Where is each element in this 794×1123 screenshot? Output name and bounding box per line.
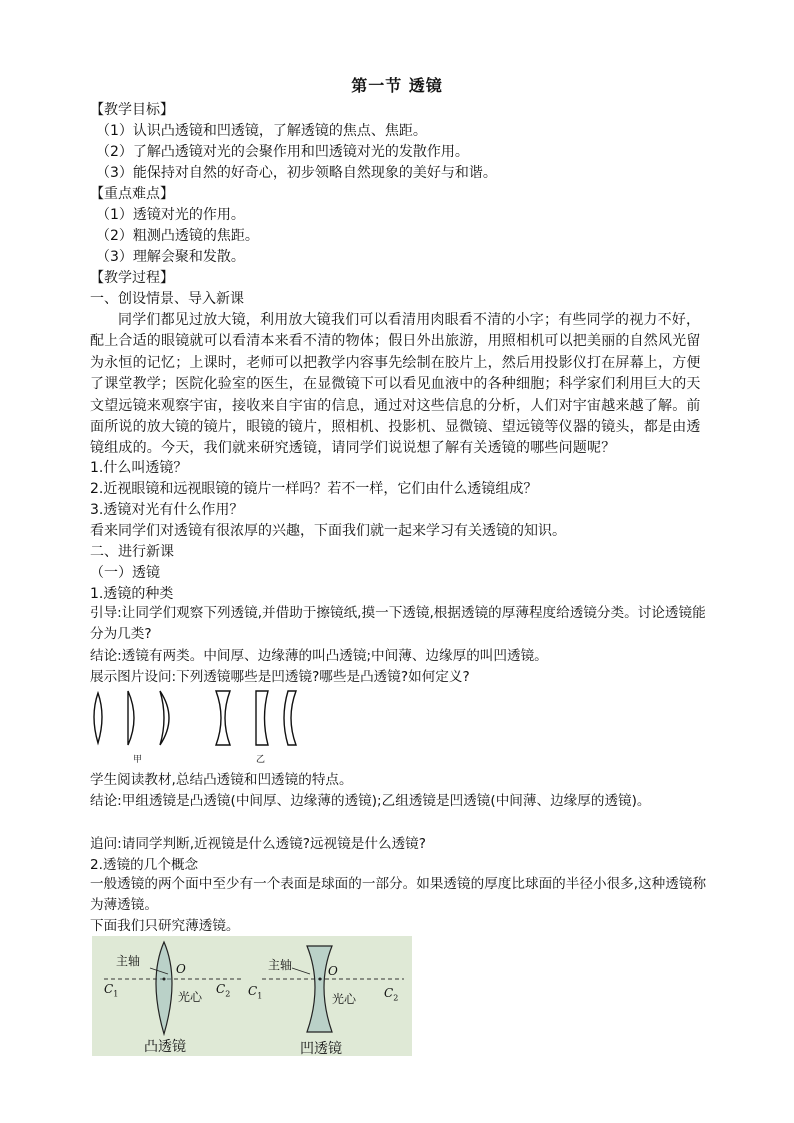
question-2: 2.近视眼镜和远视眼镜的镜片一样吗？若不一样，它们由什么透镜组成？ xyxy=(90,481,538,497)
o-label-concave: O xyxy=(328,964,338,978)
question-3: 3.透镜对光有什么作用？ xyxy=(90,502,244,518)
goal-2: （2）了解凸透镜对光的会聚作用和凹透镜对光的发散作用。 xyxy=(96,144,469,160)
page-title: 第一节 透镜 xyxy=(351,76,443,95)
convex-optical-center xyxy=(163,978,166,981)
conclusion-1: 结论:透镜有两类。中间厚、边缘薄的叫凸透镜;中间薄、边缘厚的叫凹透镜。 xyxy=(90,648,548,664)
c1-label-concave: $C_1$ xyxy=(248,984,263,1001)
axis-label-concave: 主轴 xyxy=(268,958,293,972)
meniscus-convex-lens xyxy=(160,691,169,745)
label-group-a: 甲 xyxy=(133,755,143,764)
biconvex-lens xyxy=(94,693,102,743)
lens-shapes-figure xyxy=(88,688,308,764)
c2-label-concave: $C_2$ xyxy=(384,986,399,1003)
transition-paragraph: 看来同学们对透镜有很浓厚的兴趣，下面我们就一起来学习有关透镜的知识。 xyxy=(90,523,566,539)
concave-lens-caption: 凹透镜 xyxy=(300,1041,342,1057)
figure-question: 展示图片设问:下列透镜哪些是凹透镜?哪些是凸透镜?如何定义? xyxy=(90,669,470,685)
student-reading: 学生阅读教材,总结凸透镜和凹透镜的特点。 xyxy=(90,772,353,788)
concave-optical-center xyxy=(319,978,322,981)
heading-key-points: 【重点难点】 xyxy=(90,186,174,202)
follow-up-question: 追问:请同学判断,近视镜是什么透镜?远视镜是什么透镜? xyxy=(90,836,426,852)
goal-1: （1）认识凸透镜和凹透镜，了解透镜的焦点、焦距。 xyxy=(96,123,427,139)
axis-label-convex: 主轴 xyxy=(116,954,141,968)
convex-lens-caption: 凸透镜 xyxy=(144,1039,186,1055)
convex-lens-shape xyxy=(156,942,172,1034)
guide-paragraph: 引导:让同学们观察下列透镜,并借助于擦镜纸,摸一下透镜,根据透镜的厚薄程度给透镜分类。讨论透镜能分为几类? xyxy=(90,605,706,643)
question-1: 1.什么叫透镜？ xyxy=(90,460,188,476)
thin-lens-paragraph: 一般透镜的两个面中至少有一个表面是球面的一部分。如果透镜的厚度比球面的半径小很多,这种透镜称为薄透镜。 xyxy=(90,876,707,914)
plano-concave-lens xyxy=(256,691,268,745)
plano-convex-lens xyxy=(128,691,134,745)
c1-label-convex: $C_1$ xyxy=(104,982,119,999)
concave-lens-shape xyxy=(307,946,332,1032)
section-2-title: 二、进行新课 xyxy=(90,544,174,560)
conclusion-2: 结论:甲组透镜是凸透镜(中间厚、边缘薄的透镜);乙组透镜是凹透镜(中间薄、边缘厚的透镜)。 xyxy=(90,793,651,809)
meniscus-concave-lens xyxy=(284,691,296,745)
label-group-b: 乙 xyxy=(256,755,266,764)
heading-teaching-goals: 【教学目标】 xyxy=(90,102,174,118)
optical-center-label-convex: 光心 xyxy=(178,990,203,1004)
thin-lens-intro: 下面我们只研究薄透镜。 xyxy=(90,918,240,934)
key-point-1: （1）透镜对光的作用。 xyxy=(96,207,245,223)
key-point-2: （2）粗测凸透镜的焦距。 xyxy=(96,228,259,244)
c2-label-convex: $C_2$ xyxy=(216,982,231,999)
key-point-3: （3）理解会聚和发散。 xyxy=(96,249,245,265)
intro-paragraph: 同学们都见过放大镜，利用放大镜我们可以看清用肉眼看不清的小字；有些同学的视力不好，配上合适的眼镜就可以看清本来看不清的物体；假日外出旅游，用照相机可以把美丽的自然风光留为永恒的记忆；上课时，老师可以把教学内容事先绘制在胶片上，然后用投影仪打在屏幕上，方便了课堂教学；医院化验室的医生，在显微镜下可以看见血液中的各种细胞；科学家们利用巨大的天文望远镜来观察宇宙，接收来自宇宙的信息，通过对这些信息的分析，人们对宇宙越来越了解。前面所说的放大镜的镜片，眼镜的镜片，照相机、投影机、显微镜、望远镜等仪器的镜头，都是由透镜组成的。今天，我们就来研究透镜，请同学们说说想了解有关透镜的哪些问题呢？ xyxy=(90,312,701,457)
section-1-title: 一、创设情景、导入新课 xyxy=(90,291,244,307)
topic-lens-concepts: 2.透镜的几个概念 xyxy=(90,857,199,873)
thin-lens-figure xyxy=(92,936,412,1056)
biconcave-lens xyxy=(216,691,230,745)
goal-3: （3）能保持对自然的好奇心，初步领略自然现象的美好与和谐。 xyxy=(96,165,497,181)
subsection-lens: （一）透镜 xyxy=(90,565,160,581)
topic-lens-types: 1.透镜的种类 xyxy=(90,586,174,602)
heading-process: 【教学过程】 xyxy=(90,270,174,286)
optical-center-label-concave: 光心 xyxy=(332,992,357,1006)
o-label-convex: O xyxy=(176,962,186,976)
concave-axis-pointer xyxy=(292,968,310,974)
